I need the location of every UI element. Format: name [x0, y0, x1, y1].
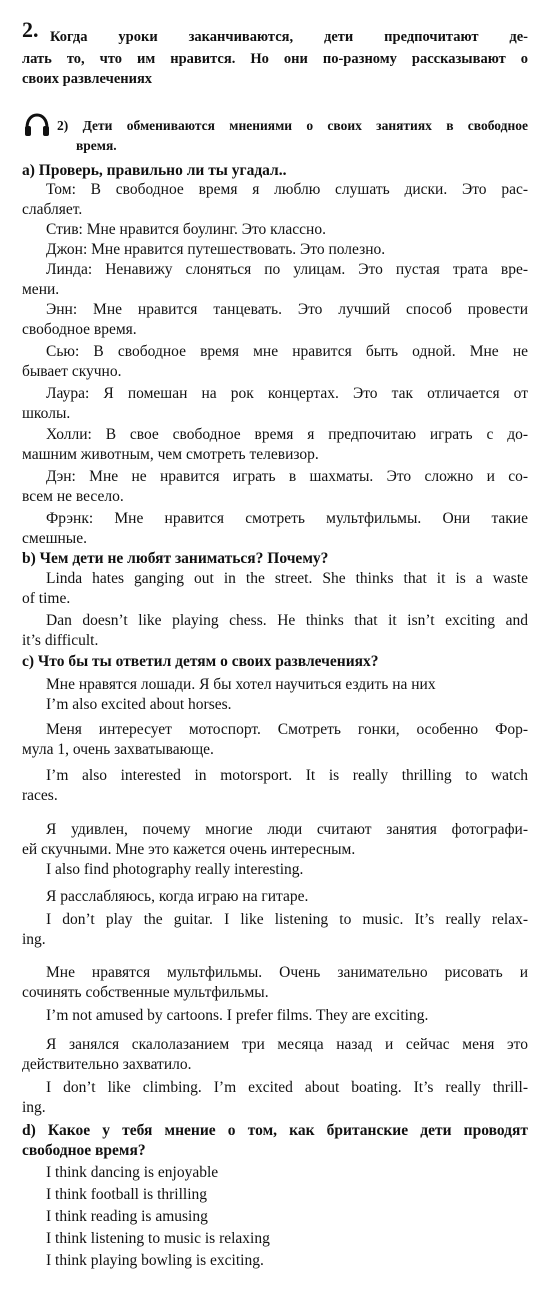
section-heading-line: своих развлечениях: [22, 71, 153, 87]
text-line: I’m not amused by cartoons. I prefer films. They are exciting.: [46, 1007, 429, 1024]
text-line: ing.: [22, 931, 46, 948]
text-line: Фрэнк: Мне нравится смотреть мультфильмы. Они такие: [46, 510, 528, 527]
text-line: Мне нравятся лошади. Я бы хотел научиться ездить на них: [46, 676, 436, 693]
part-a-heading: а) Проверь, правильно ли ты угадал..: [22, 162, 287, 179]
text-line: Я занялся скалолазанием три месяца назад и сейчас меня это: [46, 1036, 528, 1053]
text-line: Меня интересует мотоспорт. Смотреть гонки, особенно Фор-: [46, 721, 528, 738]
text-line: действительно захватило.: [22, 1056, 192, 1073]
text-line: of time.: [22, 590, 71, 607]
text-line: сочинять собственные мультфильмы.: [22, 984, 269, 1001]
headphones-icon: [22, 111, 52, 139]
text-line: Dan doesn’t like playing chess. He thinks that it isn’t exciting and: [46, 612, 528, 629]
text-line: it’s difficult.: [22, 632, 99, 649]
text-line: Энн: Мне нравится танцевать. Это лучший способ провести: [46, 301, 528, 318]
text-line: свободное время.: [22, 321, 137, 338]
text-line: I’m also excited about horses.: [46, 696, 232, 713]
part-d-heading: d) Какое у тебя мнение о том, как британские дети проводят: [22, 1122, 528, 1139]
text-line: ing.: [22, 1099, 46, 1116]
section-heading-line: лать то, что им нравится. Но они по-разному рассказывают о: [22, 51, 528, 67]
text-line: I think reading is amusing: [46, 1208, 208, 1225]
text-line: I don’t play the guitar. I like listening to music. It’s really relax-: [46, 911, 528, 928]
part-b-heading: b) Чем дети не любят заниматься? Почему?: [22, 550, 329, 567]
text-line: Холли: В свое свободное время я предпочитаю играть с до-: [46, 426, 528, 443]
text-line: школы.: [22, 405, 71, 422]
text-line: Джон: Мне нравится путешествовать. Это полезно.: [46, 241, 386, 258]
text-line: Linda hates ganging out in the street. She thinks that it is a waste: [46, 570, 528, 587]
text-line: мула 1, очень захватывающе.: [22, 741, 214, 758]
text-line: I think football is thrilling: [46, 1186, 208, 1203]
text-line: Я расслабляюсь, когда играю на гитаре.: [46, 888, 309, 905]
text-line: races.: [22, 787, 58, 804]
text-line: мени.: [22, 281, 60, 298]
exercise-number: 2): [57, 118, 69, 133]
text-line: I also find photography really interesting.: [46, 861, 304, 878]
text-line: всем не весело.: [22, 488, 124, 505]
text-line: Лаура: Я помешан на рок концертах. Это так отличается от: [46, 385, 528, 402]
text-line: Сью: В свободное время мне нравится быть одной. Мне не: [46, 343, 528, 360]
text-line: ей скучными. Мне это кажется очень интересным.: [22, 841, 356, 858]
exercise-title: Дети обмениваются мнениями о своих занятиях в свободное: [82, 118, 529, 133]
text-line: машним животным, чем смотреть телевизор.: [22, 446, 319, 463]
section-number: 2.: [22, 17, 39, 42]
part-d-heading: свободное время?: [22, 1142, 146, 1159]
text-line: Том: В свободное время я люблю слушать диски. Это рас-: [46, 181, 528, 198]
text-line: I think listening to music is relaxing: [46, 1230, 270, 1247]
text-line: I don’t like climbing. I’m excited about boating. It’s really thrill-: [46, 1079, 528, 1096]
text-line: Мне нравятся мультфильмы. Очень занимательно рисовать и: [46, 964, 528, 981]
exercise-title-line: время.: [76, 138, 117, 153]
text-line: Линда: Ненавижу слоняться по улицам. Это пустая трата вре-: [46, 261, 528, 278]
text-line: I’m also interested in motorsport. It is really thrilling to watch: [46, 767, 528, 784]
exercise-title-line: [57, 116, 528, 136]
text-line: I think playing bowling is exciting.: [46, 1252, 264, 1269]
section-heading-line: Когда уроки заканчиваются, дети предпочитают де-: [50, 29, 528, 45]
text-line: Дэн: Мне не нравится играть в шахматы. Это сложно и со-: [46, 468, 528, 485]
text-line: бывает скучно.: [22, 363, 122, 380]
text-line: слабляет.: [22, 201, 83, 218]
part-c-heading: с) Что бы ты ответил детям о своих развлечениях?: [22, 653, 379, 670]
text-line: I think dancing is enjoyable: [46, 1164, 219, 1181]
text-line: Стив: Мне нравится боулинг. Это классно.: [46, 221, 326, 238]
text-line: Я удивлен, почему многие люди считают занятия фотографи-: [46, 821, 528, 838]
text-line: смешные.: [22, 530, 87, 547]
